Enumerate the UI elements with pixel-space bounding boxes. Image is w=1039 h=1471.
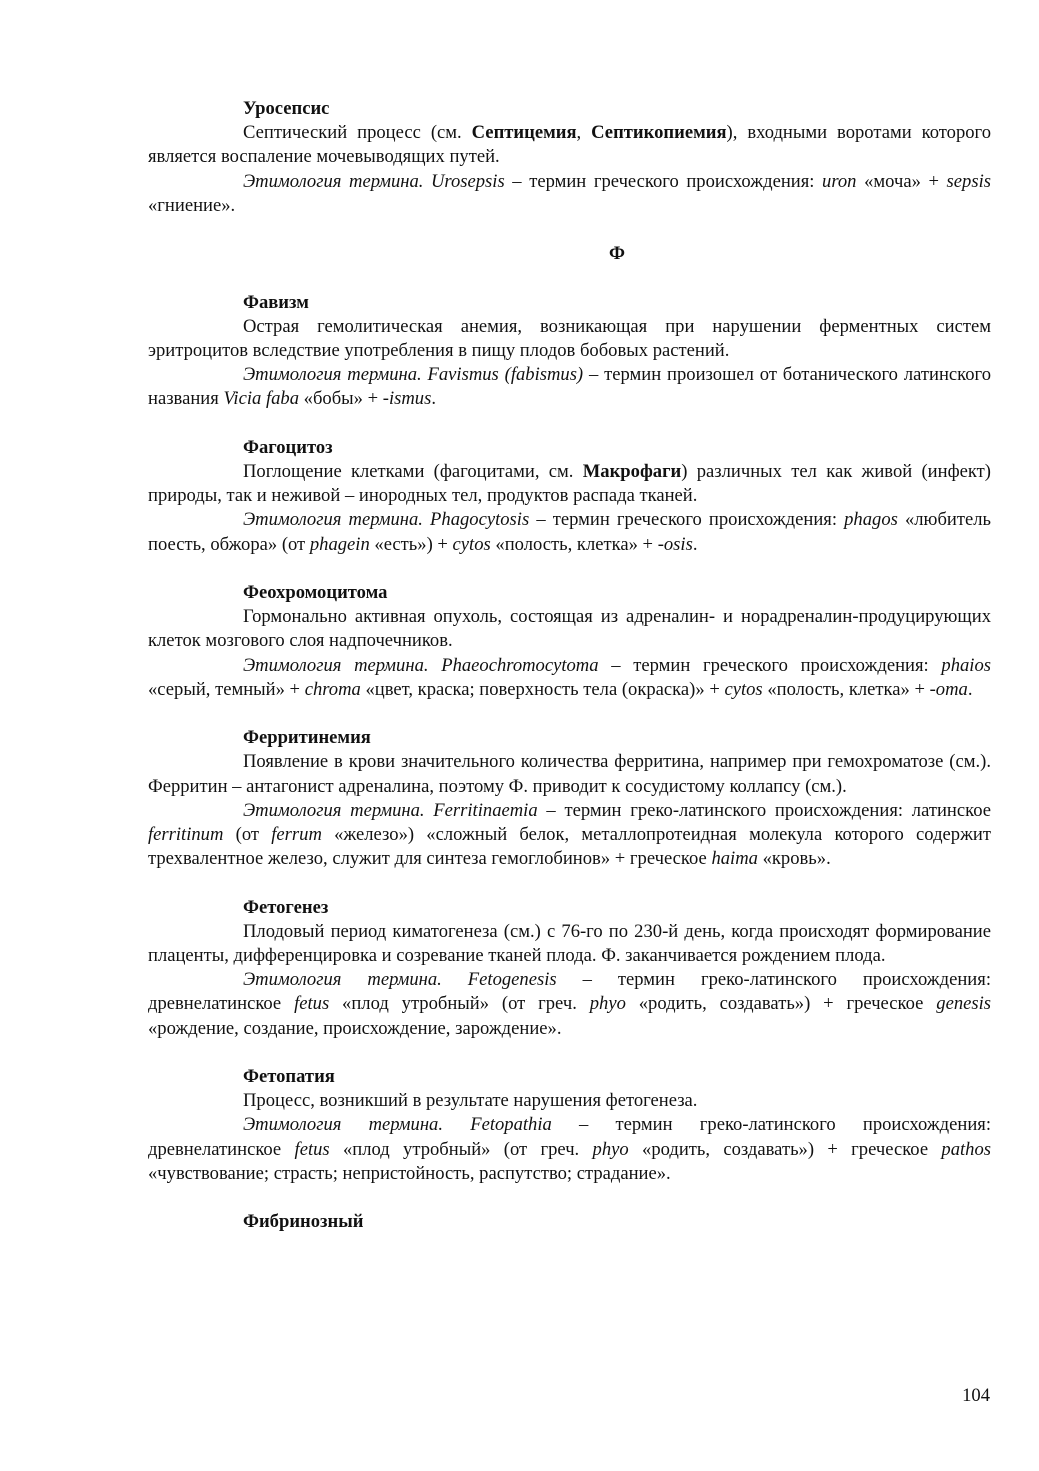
entry-fetogenesis xyxy=(148,896,991,1041)
entry-pheochromocytoma xyxy=(148,581,991,702)
entry-term: Фагоцитоз xyxy=(243,436,333,458)
entry-definition: Гормонально активная опухоль, состоящая из адреналин- и норадреналин-продуцирующих клеток мозгового слоя надпочечников. xyxy=(148,606,991,652)
entry-term: Феохромоцитома xyxy=(243,582,388,603)
entry-etymology: Этимология термина. Phaeochromocytoma – термин греческого происхождения: phaios «серый, темный» + chroma «цвет, краска; поверхность тела (окраска)» + cytos «полость, клетка» + -oma. xyxy=(148,654,991,700)
page-number: 104 xyxy=(962,1385,990,1406)
entry-term: Фибринозный xyxy=(243,1211,364,1233)
entry-definition: Поглощение клетками (фагоцитами, см. Макрофаги) различных тел как живой (инфект) природы, так и неживой – инородных тел, продуктов распада тканей. xyxy=(148,461,991,507)
document-page xyxy=(148,97,991,1259)
entry-definition: Плодовый период киматогенеза (см.) с 76-го по 230-й день, когда происходят формирование плаценты, дифференцировка и созревание тканей плода. Ф. заканчивается рождением плода. xyxy=(148,920,991,967)
entry-term: Фетогенез xyxy=(243,896,329,918)
entry-etymology: Этимология термина. Phagocytosis – термин греческого происхождения: phagos «любитель поесть, обжора» (от phagein «есть») + cytos «полость, клетка» + -osis. xyxy=(148,509,991,555)
section-letter: Ф xyxy=(609,243,625,265)
entry-term: Фавизм xyxy=(243,291,309,313)
entry-phagocytosis xyxy=(148,436,991,557)
entry-definition: Острая гемолитическая анемия, возникающая при нарушении ферментных систем эритроцитов вследствие употребления в пищу плодов бобовых растений. xyxy=(148,315,991,361)
entry-favism xyxy=(148,291,991,412)
entry-etymology: Этимология термина. Ferritinaemia – термин греко-латинского происхождения: латинское ferritinum (от ferrum «железо») «сложный белок, металлопротеидная молекула которого содержит трехвалентное железо, служит для синтеза гемоглобинов» + греческое haima «кровь». xyxy=(148,799,991,870)
entry-fibrinous xyxy=(148,1210,991,1234)
entry-etymology: Этимология термина. Fetogenesis – термин греко-латинского происхождения: древнелатинское fetus «плод утробный» (от греч. phyo «родить, создавать») + греческое genesis «рождение, создание, происхождение, зарождение». xyxy=(148,969,992,1039)
entry-term: Фетопатия xyxy=(243,1066,335,1088)
entry-etymology: Этимология термина. Urosepsis – термин греческого происхождения: uron «моча» + sepsis «гниение». xyxy=(148,170,991,216)
entry-definition: Септический процесс (см. Септицемия, Септикопиемия), входными воротами которого является воспаление мочевыводящих путей. xyxy=(148,122,992,168)
entry-ferritinemia xyxy=(148,726,991,871)
entry-definition: Появление в крови значительного количества ферритина, например при гемохроматозе (см.). Ферритин – антагонист адреналина, поэтому Ф. приводит к сосудистому коллапсу (см.). xyxy=(148,751,991,797)
entry-fetopathy xyxy=(148,1065,991,1186)
entry-urosepsis xyxy=(148,97,991,218)
entry-definition: Процесс, возникший в результате нарушения фетогенеза. xyxy=(243,1090,698,1112)
entry-etymology: Этимология термина. Favismus (fabismus) – термин произошел от ботанического латинского названия Vicia faba «бобы» + -ismus. xyxy=(148,364,992,410)
entry-term: Ферритинемия xyxy=(243,727,371,749)
entry-term: Уросепсис xyxy=(243,98,330,119)
entry-etymology: Этимология термина. Fetopathia – термин греко-латинского происхождения: древнелатинское fetus «плод утробный» (от греч. phyo «родить, создавать») + греческое pathos «чувствование; страсть; непристойность, распутство; страдание». xyxy=(148,1114,992,1184)
